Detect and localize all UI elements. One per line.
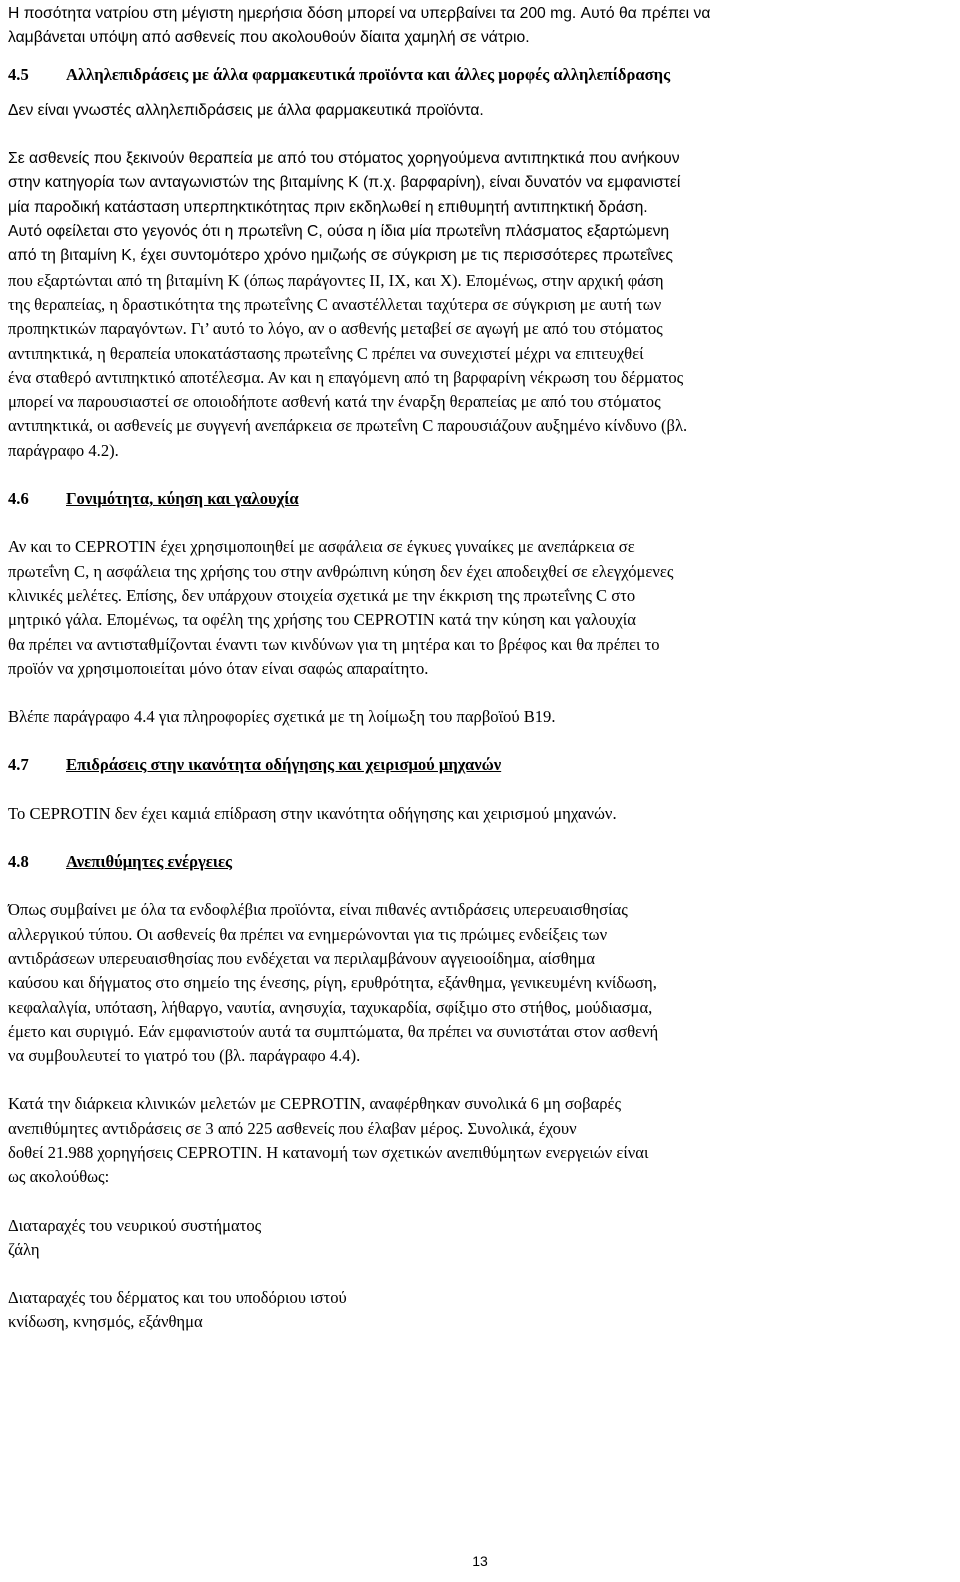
section-4-8-heading <box>8 850 954 874</box>
text-line: δοθεί 21.988 χορηγήσεις CEPROTIN. Η κατανομή των σχετικών ανεπιθύμητων ενεργειών είναι <box>8 1142 649 1162</box>
text-line: μπορεί να παρουσιαστεί σε οποιοδήποτε ασθενή κατά την έναρξη θεραπείας με από του στόματος <box>8 392 661 412</box>
intro-line-1: Η ποσότητα νατρίου στη μέγιστη ημερήσια δόση μπορεί να υπερβαίνει τα 200 mg. Αυτό θα πρέπει να <box>8 5 711 22</box>
text-line: ανεπιθύμητες αντιδράσεις σε 3 από 225 ασθενείς που έλαβαν μέρος. Συνολικά, έχουν <box>8 1118 577 1138</box>
text-line: Αυτό οφείλεται στο γεγονός ότι η πρωτεΐνη C, ούσα η ίδια μία πρωτεΐνη πλάσματος εξαρτώμενη <box>8 223 670 241</box>
group-items: ζάλη <box>8 1239 40 1259</box>
text-line: προπηκτικών παραγόντων. Γι’ αυτό το λόγο, αν ο ασθενής μεταβεί σε αγωγή με από του στόματος <box>8 319 663 339</box>
section-title: Επιδράσεις στην ικανότητα οδήγησης και χειρισμού μηχανών <box>66 755 502 775</box>
section-number: 4.6 <box>8 489 29 509</box>
group-heading: Διαταραχές του νευρικού συστήματος <box>8 1215 262 1235</box>
s46-paragraph-2: Βλέπε παράγραφο 4.4 για πληροφορίες σχετικά με τη λοίμωξη του παρβοϊού Β19. <box>8 707 556 727</box>
text-line: αντιπηκτικά, η θεραπεία υποκατάστασης πρωτεΐνης C πρέπει να συνεχιστεί μέχρι να επιτευχθεί <box>8 343 644 363</box>
section-4-7-heading <box>8 753 954 777</box>
text-line: ως ακολούθως: <box>8 1167 110 1187</box>
s45-paragraph-2 <box>8 147 954 463</box>
s48-paragraph-2 <box>8 1092 954 1189</box>
adverse-group-skin <box>8 1286 954 1335</box>
text-line: να συμβουλευτεί το γιατρό του (βλ. παράγραφο 4.4). <box>8 1046 361 1066</box>
group-heading: Διαταραχές του δέρματος και του υποδόριου ιστού <box>8 1288 347 1308</box>
section-title: Αλληλεπιδράσεις με άλλα φαρμακευτικά προϊόντα και άλλες μορφές αλληλεπίδρασης <box>66 64 671 84</box>
page-number: 13 <box>472 1553 488 1569</box>
text-line: αντιδράσεων υπερευαισθησίας που ενδέχεται να περιλαμβάνουν αγγειοοίδημα, αίσθημα <box>8 948 595 968</box>
text-line: αντιπηκτικά, οι ασθενείς με συγγενή ανεπάρκεια σε πρωτεΐνη C παρουσιάζουν αυξημένο κίνδυνο (βλ. <box>8 416 688 436</box>
text-line: ένα σταθερό αντιπηκτικό αποτέλεσμα. Αν και η επαγόμενη από τη βαρφαρίνη νέκρωση του δέρματος <box>8 367 684 387</box>
section-title: Γονιμότητα, κύηση και γαλουχία <box>66 489 299 509</box>
s46-paragraph-1 <box>8 535 954 681</box>
text-line: μία παροδική κατάσταση υπερπηκτικότητας πριν εκδηλωθεί η επιθυμητή αντιπηκτική δράση. <box>8 198 648 216</box>
section-4-6-heading <box>8 487 954 511</box>
text-line: από τη βιταμίνη Κ, έχει συντομότερο χρόνο ημιζωής σε σύγκριση με τις περισσότερες πρωτεΐνες <box>8 247 673 265</box>
text-line: Σε ασθενείς που ξεκινούν θεραπεία με από του στόματος χορηγούμενα αντιπηκτικά που ανήκουν <box>8 150 680 168</box>
text-line: Κατά την διάρκεια κλινικών μελετών με CEPROTIN, αναφέρθηκαν συνολικά 6 μη σοβαρές <box>8 1094 622 1114</box>
text-line: της θεραπείας, η δραστικότητα της πρωτεΐνης C αναστέλλεται ταχύτερα σε σύγκριση με αυτή των <box>8 294 662 314</box>
text-line: Όπως συμβαίνει με όλα τα ενδοφλέβια προϊόντα, είναι πιθανές αντιδράσεις υπερευαισθησίας <box>8 900 628 920</box>
section-number: 4.5 <box>8 64 29 84</box>
intro-line-2: λαμβάνεται υπόψη από ασθενείς που ακολουθούν δίαιτα χαμηλή σε νάτριο. <box>8 29 530 47</box>
text-line: πρωτεΐνη C, η ασφάλεια της χρήσης του στην ανθρώπινη κύηση δεν έχει αποδειχθεί σε ελεγχόμενες <box>8 561 674 581</box>
section-title: Ανεπιθύμητες ενέργειες <box>66 852 233 872</box>
s47-paragraph-1: Το CEPROTIN δεν έχει καμιά επίδραση στην ικανότητα οδήγησης και χειρισμού μηχανών. <box>8 803 617 823</box>
s45-paragraph-1: Δεν είναι γνωστές αλληλεπιδράσεις με άλλα φαρμακευτικά προϊόντα. <box>8 101 484 119</box>
s48-paragraph-1 <box>8 898 954 1068</box>
text-line: έμετο και συριγμό. Εάν εμφανιστούν αυτά τα συμπτώματα, θα πρέπει να συνιστάται στον ασθενή <box>8 1021 659 1041</box>
document-page <box>8 2 954 1335</box>
text-line: στην κατηγορία των ανταγωνιστών της βιταμίνης Κ (π.χ. βαρφαρίνη), είναι δυνατόν να εμφανιστεί <box>8 174 681 192</box>
text-line: κεφαλαλγία, υπόταση, λήθαργο, ναυτία, ανησυχία, ταχυκαρδία, σφίξιμο στο στήθος, μούδιασμα, <box>8 997 653 1017</box>
text-line: παράγραφο 4.2). <box>8 440 119 460</box>
section-4-5-heading <box>8 63 954 87</box>
text-line: καύσου και δήγματος στο σημείο της ένεσης, ρίγη, ερυθρότητα, εξάνθημα, γενικευμένη κνίδωση, <box>8 973 657 993</box>
text-line: Αν και το CEPROTIN έχει χρησιμοποιηθεί με ασφάλεια σε έγκυες γυναίκες με ανεπάρκεια σε <box>8 537 635 557</box>
text-line: μητρικό γάλα. Επομένως, τα οφέλη της χρήσης του CEPROTIN κατά την κύηση και γαλουχία <box>8 610 636 630</box>
text-line: που εξαρτώνται από τη βιταμίνη K (όπως παράγοντες II, IX, και X). Επομένως, στην αρχική φάση <box>8 270 664 290</box>
text-line: προϊόν να χρησιμοποιείται μόνο όταν είναι σαφώς απαραίτητο. <box>8 658 429 678</box>
text-line: κλινικές μελέτες. Επίσης, δεν υπάρχουν στοιχεία σχετικά με την έκκριση της πρωτεΐνης C στο <box>8 585 636 605</box>
text-line: αλλεργικού τύπου. Οι ασθενείς θα πρέπει να ενημερώνονται για τις πρώιμες ενδείξεις των <box>8 924 608 944</box>
group-items: κνίδωση, κνησμός, εξάνθημα <box>8 1312 203 1332</box>
adverse-group-nervous <box>8 1214 954 1263</box>
section-number: 4.7 <box>8 755 29 775</box>
section-number: 4.8 <box>8 852 29 872</box>
text-line: θα πρέπει να αντισταθμίζονται έναντι των κινδύνων για τη μητέρα και το βρέφος και θα πρέπει το <box>8 634 660 654</box>
